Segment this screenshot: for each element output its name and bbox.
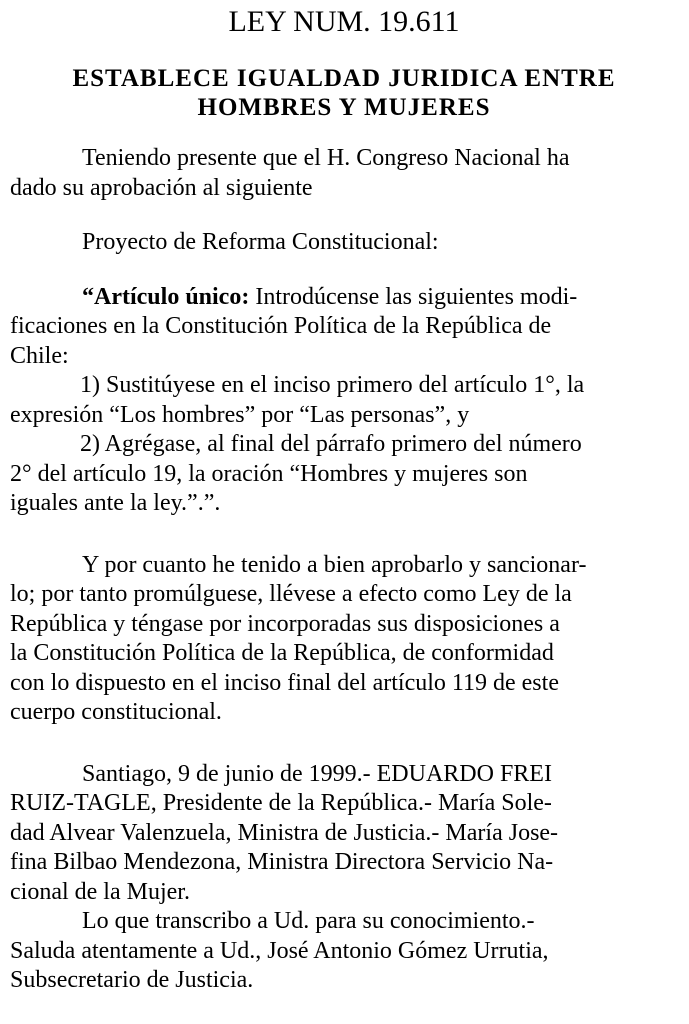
article-paragraph (10, 283, 678, 519)
text-line: iguales ante la ley.”.”. (10, 490, 221, 516)
text-line: Santiago, 9 de junio de 1999.- EDUARDO FREI (82, 760, 552, 787)
text-line: expresión “Los hombres” por “Las personas”, y (10, 401, 470, 428)
law-heading (10, 64, 678, 122)
law-heading-line: ESTABLECE IGUALDAD JURIDICA ENTRE (72, 65, 616, 92)
text-line: Introdúcense las siguientes modi- (249, 283, 578, 310)
text-line: República y téngase por incorporadas sus disposiciones a (10, 610, 560, 637)
text-line: Subsecretario de Justicia. (10, 967, 254, 993)
text-line: 2) Agrégase, al final del párrafo primero del número (80, 431, 582, 457)
text-line: fina Bilbao Mendezona, Ministra Directora Servicio Na- (10, 849, 554, 875)
text-line: dado su aprobación al siguiente (10, 174, 313, 201)
text-line: 2° del artículo 19, la oración “Hombres y mujeres son (10, 460, 528, 487)
text-line: ficaciones en la Constitución Política de la República de (10, 313, 552, 339)
document-page (10, 0, 678, 996)
text-line: 1) Sustitúyese en el inciso primero del artículo 1°, la (80, 372, 585, 398)
article-first-line (10, 283, 678, 313)
text-line: cional de la Mujer. (10, 878, 190, 905)
text-line: con lo dispuesto en el inciso final del artículo 119 de este (10, 669, 559, 696)
intro-paragraph (10, 144, 678, 203)
text-line: Lo que transcribo a Ud. para su conocimiento.- (82, 908, 535, 934)
text-line: cuerpo constitucional. (10, 699, 222, 725)
article-open-quote: “ (82, 283, 94, 310)
closing-paragraph (10, 907, 678, 996)
text-line: la Constitución Política de la República, de conformidad (10, 640, 554, 666)
text-line: Y por cuanto he tenido a bien aprobarlo y sancionar- (82, 551, 587, 578)
text-line: RUIZ-TAGLE, Presidente de la República.- María Sole- (10, 790, 552, 816)
text-line: dad Alvear Valenzuela, Ministra de Justicia.- María Jose- (10, 819, 559, 846)
article-label: Artículo único: (94, 283, 250, 310)
signatures-paragraph (10, 760, 678, 908)
project-label (10, 228, 678, 258)
text-line: Proyecto de Reforma Constitucional: (82, 229, 439, 255)
law-heading-line: HOMBRES Y MUJERES (197, 94, 491, 121)
text-line: lo; por tanto promúlguese, llévese a efecto como Ley de la (10, 581, 572, 607)
text-line: Saluda atentamente a Ud., José Antonio Gómez Urrutia, (10, 937, 549, 964)
text-line: Teniendo presente que el H. Congreso Nacional ha (82, 145, 570, 171)
promulgation-paragraph (10, 551, 678, 728)
text-line: Chile: (10, 342, 69, 369)
law-title: LEY NUM. 19.611 (228, 5, 460, 38)
